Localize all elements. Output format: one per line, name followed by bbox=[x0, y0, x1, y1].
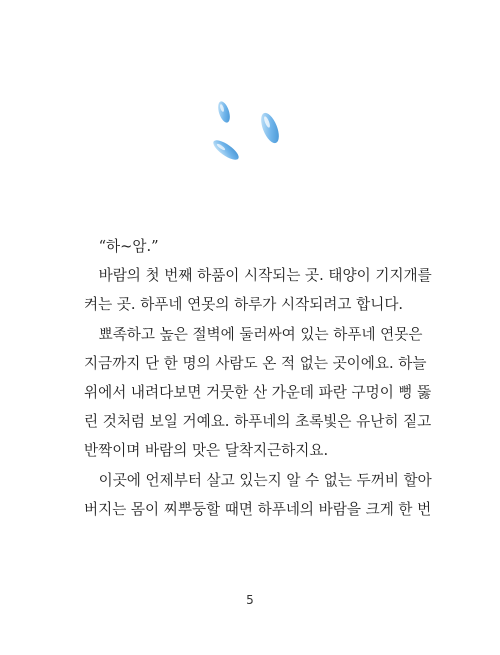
paragraph: “하~암.” bbox=[98, 238, 159, 255]
paragraph: 바람의 첫 번째 하품이 시작되는 곳. 태양이 기지개를 켜는 곳. 하푸네 연못의 하루가 시작되려고 합니다. bbox=[84, 267, 432, 314]
drop-bottom bbox=[211, 137, 242, 163]
drop-top-left bbox=[216, 100, 232, 124]
story-text bbox=[84, 232, 444, 524]
drop-right bbox=[258, 111, 283, 146]
paragraph: 뾰족하고 높은 절벽에 둘러싸여 있는 하푸네 연못은 지금까지 단 한 명의 사람도 온 적 없는 곳이에요. 하늘 위에서 내려다보면 거뭇한 산 가운데 파란 구멍이 뻥 뚫 린 것처럼 보일 거예요. 하푸네의 초록빛은 유난히 짙고 반짝이며 바람의 맛은 달착지근하지요. bbox=[84, 325, 432, 460]
paragraph: 이곳에 언제부터 살고 있는지 알 수 없는 두꺼비 할아 버지는 몸이 찌뿌둥할 때면 하푸네의 바람을 크게 한 번 bbox=[84, 471, 432, 518]
page-number: 5 bbox=[246, 593, 254, 607]
water-drops-icon bbox=[200, 95, 300, 175]
water-drops-graphic bbox=[200, 95, 300, 175]
